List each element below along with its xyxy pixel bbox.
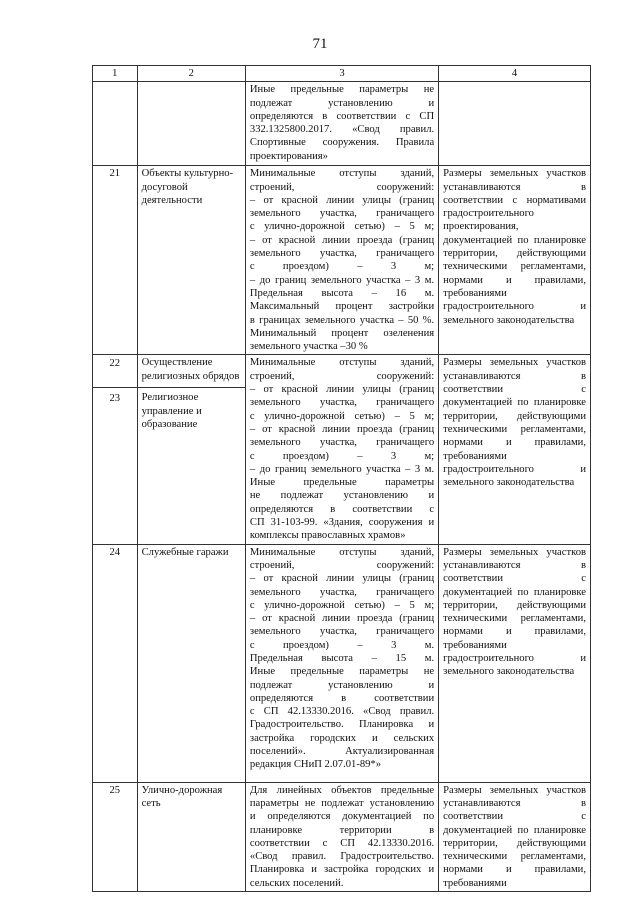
- cell-params: [245, 82, 438, 166]
- text-line: Размеры земельных участков: [443, 357, 586, 369]
- text-line: соответствии с нормативами: [443, 194, 586, 206]
- cell-notes: [439, 355, 591, 544]
- object-name: Служебные гаражи: [137, 544, 245, 782]
- text-line: подлежат установлению и: [249, 679, 435, 691]
- text-line: земельного законодательства: [443, 477, 575, 489]
- text-line: земельного законодательства: [443, 314, 575, 326]
- row-number-22: 22: [93, 355, 137, 388]
- text-line: Градостроительство. Планировка и: [249, 719, 435, 731]
- object-name: [137, 355, 245, 544]
- text-line: определяются в соответствии: [249, 692, 435, 704]
- text-line: документацией по планировке: [443, 824, 586, 836]
- text-line: земельного участка, граничащего: [249, 586, 435, 598]
- text-line: – от красной линии проезда (границ: [249, 234, 435, 246]
- text-line: нормами и правилами,: [443, 626, 586, 638]
- text-line: проектирования,: [443, 221, 519, 233]
- text-line: застройка городских и сельских: [249, 732, 435, 744]
- text-line: Размеры земельных участков: [443, 168, 586, 180]
- text-line: – от красной линии улицы (границ: [249, 194, 435, 206]
- text-line: требованиями: [443, 287, 507, 299]
- text-line: Минимальные отступы зданий,: [249, 357, 435, 369]
- row-number-23: 23: [109, 393, 121, 405]
- object-name: Объекты культурно-досуговой деятельности: [137, 166, 245, 355]
- text-line: планировке территории в: [249, 824, 435, 836]
- text-line: земельного участка, граничащего: [249, 437, 435, 449]
- text-line: – до границ земельного участка – 3 м.: [249, 274, 435, 286]
- text-line: в границах земельного участка – 50 %.: [249, 314, 435, 326]
- text-line: земельного законодательства: [443, 666, 575, 678]
- text-line: Иные предельные параметры не: [249, 84, 435, 96]
- text-line: устанавливаются в: [443, 370, 586, 382]
- object-name: Улично-дорожная сеть: [137, 782, 245, 891]
- text-line: Предельная высота – 15 м.: [249, 652, 435, 664]
- text-line: строений, сооружений:: [249, 559, 435, 571]
- object-name-23: Религиозное управление и образование: [141, 392, 202, 431]
- text-line: требованиями: [443, 450, 507, 462]
- text-line: документацией по планировке: [443, 586, 586, 598]
- text-line: Минимальный процент озеленения: [249, 327, 435, 339]
- cell-notes: [439, 166, 591, 355]
- cell-params: [245, 782, 438, 891]
- text-line: соответствии с: [443, 573, 586, 585]
- cell-params: [245, 355, 438, 544]
- text-line: определяются в соответствии с СП: [249, 110, 435, 122]
- text-line: техническими регламентами,: [443, 261, 586, 273]
- text-line: Для линейных объектов предельные: [249, 784, 435, 796]
- text-line: проектирования»: [249, 150, 328, 162]
- text-line: требованиями: [443, 877, 507, 889]
- text-line: комплексы православных храмов»: [249, 530, 406, 542]
- text-line: нормами и правилами,: [443, 274, 586, 286]
- header-col-2: 2: [137, 66, 245, 82]
- page-number: 71: [312, 36, 328, 52]
- text-line: устанавливаются в: [443, 181, 586, 193]
- text-line: подлежат установлению и: [249, 97, 435, 109]
- text-line: Максимальный процент застройки: [249, 301, 435, 313]
- row-number: [93, 355, 138, 544]
- object-name-22: Осуществление религиозных обрядов: [138, 355, 245, 388]
- text-line: Предельная высота – 16 м.: [249, 287, 435, 299]
- text-line: территории, действующими: [443, 248, 586, 260]
- text-line: устанавливаются в: [443, 797, 586, 809]
- row-number: 21: [93, 166, 138, 355]
- header-col-3: 3: [245, 66, 438, 82]
- text-line: – от красной линии улицы (границ: [249, 573, 435, 585]
- text-line: строений, сооружений:: [249, 370, 435, 382]
- text-line: определяются в соответствии с: [249, 503, 435, 515]
- text-line: территории, действующими: [443, 410, 586, 422]
- text-line: параметры не подлежат установлению: [249, 797, 435, 809]
- row-number: 24: [93, 544, 138, 782]
- text-line: земельного участка, граничащего: [249, 248, 435, 260]
- text-line: градостроительного и: [443, 463, 586, 475]
- text-line: 332.1325800.2017. «Свод правил.: [249, 124, 435, 136]
- text-line: строений, сооружений:: [249, 181, 435, 193]
- text-line: с проездом) – 3 м;: [249, 261, 435, 273]
- text-line: Спортивные сооружения. Правила: [249, 137, 435, 149]
- text-line: – до границ земельного участка – 3 м.: [249, 463, 435, 475]
- text-line: техническими регламентами,: [443, 851, 586, 863]
- text-line: редакция СНиП 2.07.01-89*»: [249, 759, 382, 771]
- text-line: Размеры земельных участков: [443, 784, 586, 796]
- text-line: требованиями: [443, 639, 507, 651]
- cell-params: [245, 544, 438, 782]
- text-line: Минимальные отступы зданий,: [249, 168, 435, 180]
- text-line: соответствии с: [443, 384, 586, 396]
- header-col-4: 4: [439, 66, 591, 82]
- text-line: – от красной линии улицы (границ: [249, 384, 435, 396]
- text-line: Иные предельные параметры: [249, 477, 435, 489]
- header-col-1: 1: [93, 66, 138, 82]
- text-line: и определяются документацией по: [249, 811, 435, 823]
- text-line: соответствии с СП 42.13330.2016.: [249, 837, 435, 849]
- text-line: «Свод правил. Градостроительство.: [249, 851, 435, 863]
- row-number: 25: [93, 782, 138, 891]
- text-line: Иные предельные параметры не: [249, 666, 435, 678]
- text-line: СП 31-103-99. «Здания, сооружения и: [249, 517, 435, 529]
- cell-num: [93, 82, 138, 166]
- text-line: Минимальные отступы зданий,: [249, 546, 435, 558]
- cell-name: [137, 82, 245, 166]
- table-row-25: [93, 782, 591, 891]
- table-row-24: [93, 544, 591, 782]
- text-line: градостроительного и: [443, 652, 586, 664]
- text-line: градостроительного: [443, 208, 534, 220]
- text-line: – от красной линии проезда (границ: [249, 423, 435, 435]
- table-row-21: [93, 166, 591, 355]
- text-line: сельских поселений.: [249, 877, 344, 889]
- text-line: нормами и правилами,: [443, 864, 586, 876]
- text-line: нормами и правилами,: [443, 437, 586, 449]
- cell-notes: [439, 544, 591, 782]
- text-line: земельного участка, граничащего: [249, 208, 435, 220]
- text-line: земельного участка, граничащего: [249, 626, 435, 638]
- text-line: с СП 42.13330.2016. «Свод правил.: [249, 706, 435, 718]
- cell-params: [245, 166, 438, 355]
- text-line: земельного участка, граничащего: [249, 397, 435, 409]
- cell-notes: [439, 782, 591, 891]
- text-line: техническими регламентами,: [443, 613, 586, 625]
- table-header-row: [93, 66, 591, 82]
- text-line: поселений». Актуализированная: [249, 746, 435, 758]
- text-line: соответствии с: [443, 811, 586, 823]
- text-line: с проездом) – 3 м;: [249, 450, 435, 462]
- text-line: Планировка и застройка городских и: [249, 864, 435, 876]
- regulations-table: [92, 65, 591, 892]
- cell-notes: [439, 82, 591, 166]
- text-line: – от красной линии проезда (границ: [249, 613, 435, 625]
- text-line: документацией по планировке: [443, 397, 586, 409]
- text-line: территории, действующими: [443, 837, 586, 849]
- text-line: Размеры земельных участков: [443, 546, 586, 558]
- text-line: с улично-дорожной сетью) – 5 м;: [249, 221, 435, 233]
- table-row-continuation: [93, 82, 591, 166]
- table-row-22-23: [93, 355, 591, 544]
- text-line: с улично-дорожной сетью) – 5 м;: [249, 599, 435, 611]
- text-line: градостроительного и: [443, 301, 586, 313]
- text-line: техническими регламентами,: [443, 423, 586, 435]
- text-line: с улично-дорожной сетью) – 5 м;: [249, 410, 435, 422]
- text-line: устанавливаются в: [443, 559, 586, 571]
- text-line: с проездом) – 3 м.: [249, 639, 435, 651]
- text-line: земельного участка –30 %: [249, 341, 368, 353]
- text-line: документацией по планировке: [443, 234, 586, 246]
- text-line: не подлежат установлению и: [249, 490, 435, 502]
- text-line: территории, действующими: [443, 599, 586, 611]
